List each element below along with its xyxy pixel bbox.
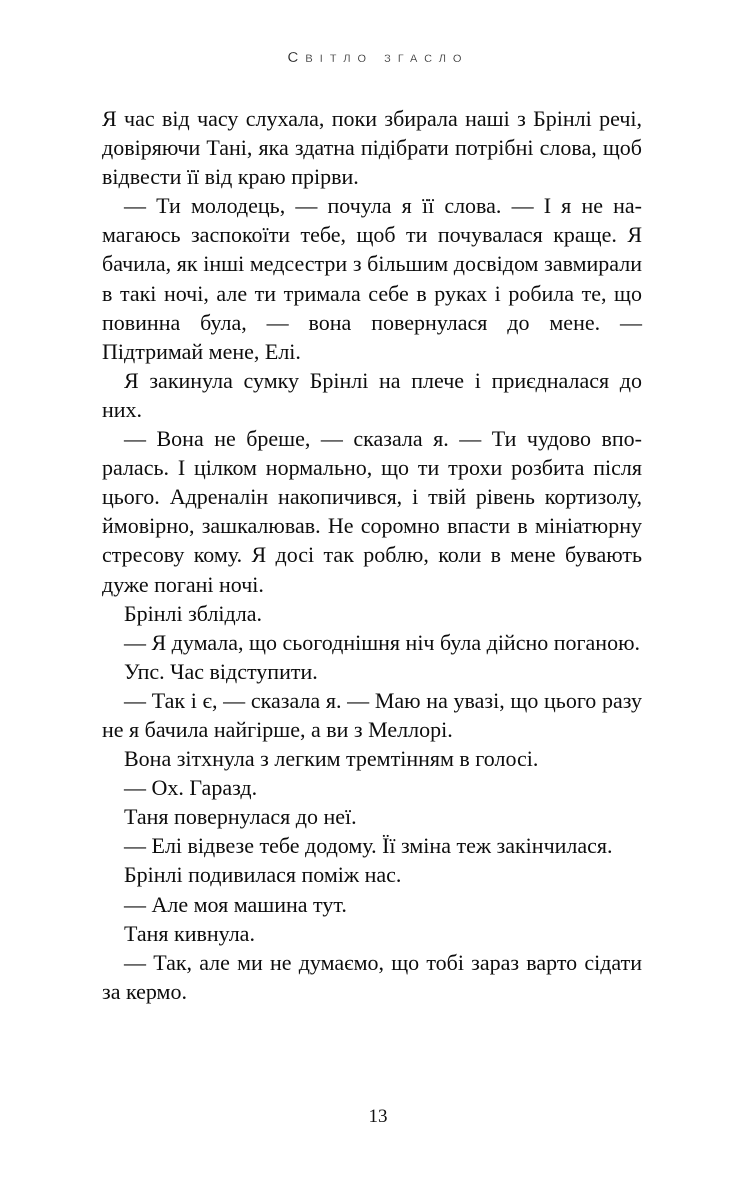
running-header-title: Світло згасло [287,49,469,66]
page-number: 13 [368,1106,388,1127]
paragraph: — Ти молодець, — почула я її слова. — І я не намагаюсь заспокоїти тебе, щоб ти почувалася краще. Я бачила, як інші медсестри з більшим досвідом завмирали в такі ночі, але ти тримала себе в руках і робила те, що повинна була, — вона повернулася до мене. — Підтримай мене, Елі. [102,193,642,364]
paragraph: — Я думала, що сьогоднішня ніч була дійсно поганою. [124,629,641,655]
paragraph: Вона зітхнула з легким тремтінням в голосі. [124,746,539,772]
paragraph: — Так, але ми не думаємо, що тобі зараз варто сідати за кермо. [102,949,642,1004]
paragraph: Я час від часу слухала, поки збирала наші з Брінлі речі, довіряючи Тані, яка здатна підібрати потрібні слова, щоб відвести її від краю прірви. [102,106,642,190]
paragraph: Таня кивнула. [124,920,255,946]
paragraph: Брінлі подивилася поміж нас. [124,862,402,888]
paragraph: Таня повернулася до неї. [124,804,357,830]
paragraph: Упс. Час відступити. [124,658,318,684]
paragraph: — Вона не бреше, — сказала я. — Ти чудово впоралась. І цілком нормально, що ти трохи розбита після цього. Адреналін накопичився, і твій рівень кортизолу, ймовірно, зашкалював. Не соромно впасти в мініатюрну стресову кому. Я досі так роблю, коли в мене бувають дуже погані ночі. [102,426,642,597]
paragraph: — Ох. Гаразд. [124,775,258,801]
paragraph: — Так і є, — сказала я. — Маю на увазі, що цього разу не я бачила найгірше, а ви з Меллорі. [102,687,642,742]
paragraph: Брінлі зблідла. [124,600,262,626]
paragraph: — Але моя машина тут. [124,891,347,917]
paragraph: — Елі відвезе тебе додому. Її зміна теж закінчилася. [124,833,613,859]
paragraph: Я закинула сумку Брінлі на плече і приєдналася до них. [102,367,642,422]
page-body [102,104,642,1006]
